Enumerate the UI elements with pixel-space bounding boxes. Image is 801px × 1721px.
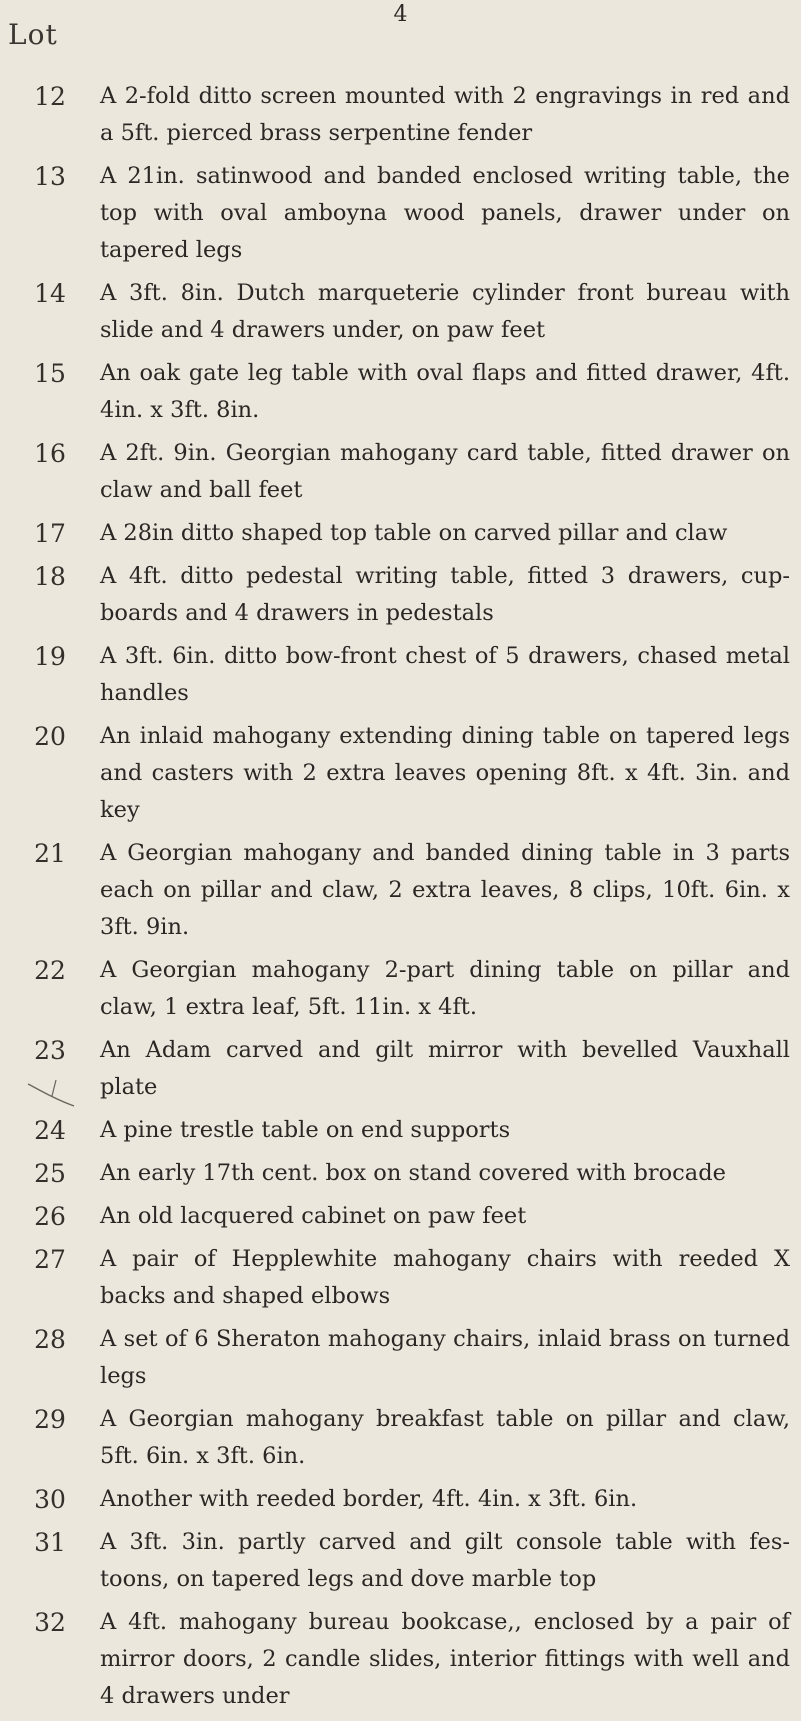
lot-entry — [0, 435, 801, 509]
lot-description: An Adam carved and gilt mirror with bevelled Vauxhall plate — [100, 1037, 790, 1100]
lot-number: 30 — [34, 1485, 66, 1514]
lot-description: A 4ft. ditto pedestal writing table, fitted 3 drawers, cup-boards and 4 drawers in pedestals — [100, 563, 790, 626]
lot-number: 13 — [34, 162, 66, 191]
lot-entry — [0, 1112, 801, 1149]
lot-entry — [0, 1524, 801, 1598]
lot-entry — [0, 355, 801, 429]
lot-entry — [0, 638, 801, 712]
lot-number: 32 — [34, 1608, 66, 1637]
lot-description: A pair of Hepplewhite mahogany chairs with reeded X backs and shaped elbows — [100, 1246, 790, 1309]
lot-entry — [0, 158, 801, 269]
lot-description: A Georgian mahogany breakfast table on pillar and claw, 5ft. 6in. x 3ft. 6in. — [100, 1406, 790, 1469]
lot-entry — [0, 275, 801, 349]
lot-entry — [0, 515, 801, 552]
lot-description: A 3ft. 6in. ditto bow-front chest of 5 drawers, chased metal handles — [100, 643, 790, 706]
lot-number: 16 — [34, 439, 66, 468]
lot-list — [0, 78, 801, 1721]
lot-number: 17 — [34, 519, 66, 548]
lot-description: An early 17th cent. box on stand covered with brocade — [100, 1160, 726, 1186]
lot-entry — [0, 1481, 801, 1518]
lot-description: A pine trestle table on end supports — [100, 1117, 511, 1143]
lot-entry — [0, 558, 801, 632]
lot-entry — [0, 1401, 801, 1475]
lot-number: 28 — [34, 1325, 66, 1354]
lot-number: 18 — [34, 562, 66, 591]
lot-number: 31 — [34, 1528, 66, 1557]
lot-entry — [0, 1198, 801, 1235]
lot-column-header: Lot — [8, 18, 58, 51]
lot-description: Another with reeded border, 4ft. 4in. x 3ft. 6in. — [100, 1486, 638, 1512]
lot-description: A 3ft. 3in. partly carved and gilt console table with fes-toons, on tapered legs and dove marble top — [100, 1529, 790, 1592]
lot-entry — [0, 1321, 801, 1395]
lot-number: 29 — [34, 1405, 66, 1434]
lot-description: A 28in ditto shaped top table on carved pillar and claw — [100, 520, 728, 546]
lot-description: A 2-fold ditto screen mounted with 2 engravings in red and a 5ft. pierced brass serpentine fender — [100, 83, 790, 146]
lot-number: 12 — [34, 82, 66, 111]
lot-entry — [0, 835, 801, 946]
lot-number: 24 — [34, 1116, 66, 1145]
lot-entry — [0, 718, 801, 829]
lot-entry — [0, 1241, 801, 1315]
lot-description: An old lacquered cabinet on paw feet — [100, 1203, 527, 1229]
lot-entry — [0, 1604, 801, 1715]
lot-number: 21 — [34, 839, 66, 868]
lot-description: An inlaid mahogany extending dining table on tapered legs and casters with 2 extra leaves opening 8ft. x 4ft. 3in. and key — [100, 723, 790, 823]
lot-number: 26 — [34, 1202, 66, 1231]
lot-entry — [0, 78, 801, 152]
page-number: 4 — [393, 2, 408, 27]
lot-number: 15 — [34, 359, 66, 388]
lot-number: 22 — [34, 956, 66, 985]
lot-description: A 21in. satinwood and banded enclosed writing table, the top with oval amboyna wood panels, drawer under on tapered legs — [100, 163, 790, 263]
lot-description: A 3ft. 8in. Dutch marqueterie cylinder front bureau with slide and 4 drawers under, on paw feet — [100, 280, 790, 343]
lot-description: An oak gate leg table with oval flaps and fitted drawer, 4ft. 4in. x 3ft. 8in. — [100, 360, 790, 423]
lot-number: 23 — [34, 1036, 66, 1065]
lot-entry — [0, 952, 801, 1026]
lot-description: A Georgian mahogany and banded dining table in 3 parts each on pillar and claw, 2 extra leaves, 8 clips, 10ft. 6in. x 3ft. 9in. — [100, 840, 790, 940]
lot-entry — [0, 1032, 801, 1106]
lot-number: 25 — [34, 1159, 66, 1188]
lot-description: A Georgian mahogany 2-part dining table on pillar and claw, 1 extra leaf, 5ft. 11in. x 4ft. — [100, 957, 790, 1020]
lot-number: 20 — [34, 722, 66, 751]
lot-description: A 4ft. mahogany bureau bookcase,, enclosed by a pair of mirror doors, 2 candle slides, interior fittings with well and 4 drawers under — [100, 1609, 790, 1709]
lot-description: A 2ft. 9in. Georgian mahogany card table, fitted drawer on claw and ball feet — [100, 440, 790, 503]
lot-number: 19 — [34, 642, 66, 671]
lot-number: 14 — [34, 279, 66, 308]
lot-number: 27 — [34, 1245, 66, 1274]
lot-entry — [0, 1155, 801, 1192]
lot-description: A set of 6 Sheraton mahogany chairs, inlaid brass on turned legs — [100, 1326, 790, 1389]
